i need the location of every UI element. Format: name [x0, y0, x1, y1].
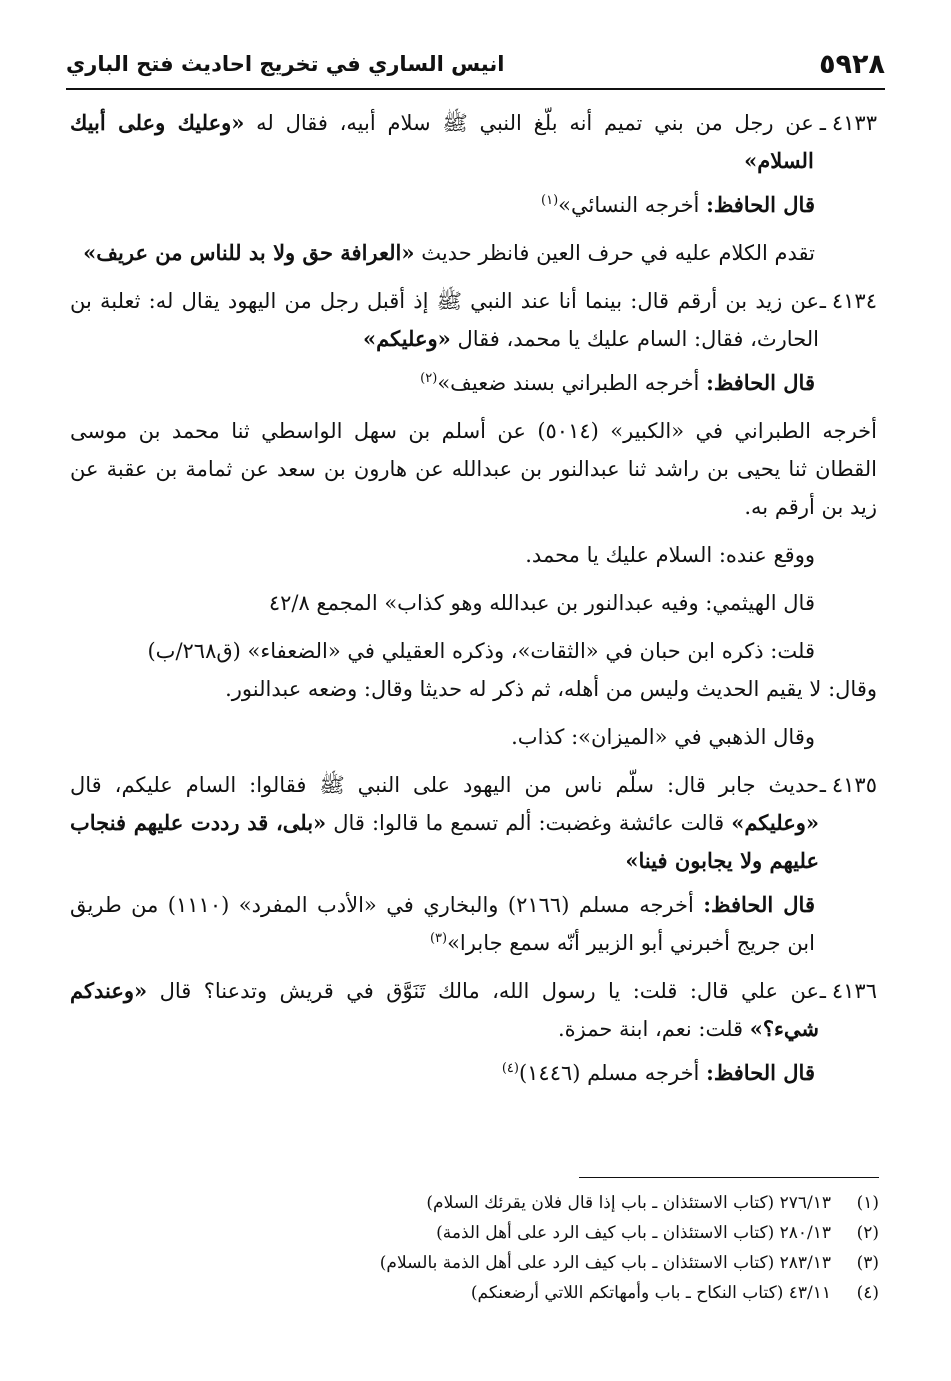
commentary: وقال الذهبي في «الميزان»: كذاب. — [511, 725, 815, 749]
footnote: (٤)٤٣/١١ (كتاب النكاح ـ باب وأمهاتكم اللاتي أرضعنكم) — [470, 1283, 879, 1303]
footnote-ref: (٣) — [429, 931, 448, 946]
footnotes — [300, 1188, 879, 1308]
hadith-entry-4133 — [70, 104, 877, 180]
hadith-number: ٤١٣٦ـ — [819, 979, 877, 1003]
footnote: (٢)٢٨٠/١٣ (كتاب الاستئذان ـ باب كيف الرد على أهل الذمة) — [436, 1223, 879, 1243]
hadith-number: ٤١٣٣ـ — [819, 111, 877, 135]
hadith-quote: «بلى، قد رددت عليهم فنجاب عليهم ولا يجابون فينا» — [70, 810, 819, 873]
hadith-number: ٤١٣٥ـ — [819, 773, 877, 797]
commentary: ووقع عنده: السلام عليك يا محمد. — [525, 543, 815, 567]
header-rule — [66, 88, 885, 90]
page-number: ٥٩٢٨ — [819, 48, 885, 80]
hadith-text: حديث جابر قال: سلّم ناس من اليهود على النبي ﷺ فقالوا: السام عليكم، قال «وعليكم» قالت عائشة وغضبت: ألم تسمع ما قالوا: قال «بلى، قد رددت عليهم فنجاب عليهم ولا يجابون فينا» — [70, 773, 819, 873]
hadith-number: ٤١٣٤ـ — [819, 289, 877, 313]
hafiz-line: قال الحافظ: أخرجه النسائي»$^{(١)}$ — [541, 192, 815, 217]
hadith-quote: «وعندكم شيء؟» — [70, 978, 819, 1041]
commentary: قال الهيثمي: وفيه عبدالنور بن عبدالله وهو كذاب» المجمع ٤٢/٨ — [268, 591, 815, 615]
hafiz-line: قال الحافظ: أخرجه مسلم (٢١٦٦) والبخاري في «الأدب المفرد» (١١١٠) من طريق ابن جريج أخبرني أبو الزبير أنّه سمع جابرا»$^{(٣)}$ — [70, 892, 815, 955]
footnote: (٣)٢٨٣/١٣ (كتاب الاستئذان ـ باب كيف الرد على أهل الذمة بالسلام) — [379, 1253, 879, 1273]
footnote-ref: (٢) — [420, 371, 438, 386]
page-header — [66, 46, 885, 82]
hadith-text: عن رجل من بني تميم أنه بلّغ النبي ﷺ سلام أبيه، فقال له «وعليك وعلى أبيك السلام» — [70, 110, 814, 173]
hadith-entry-4136 — [70, 972, 877, 1048]
hafiz-line: قال الحافظ: أخرجه مسلم (١٤٤٦)$^{(٤)}$ — [501, 1060, 815, 1085]
hadith-text: عن زيد بن أرقم قال: بينما أنا عند النبي ﷺ إذ أقبل رجل من اليهود يقال له: ثعلبة بن الحارث، فقال: السام عليك يا محمد، فقال «وعليكم» — [70, 289, 819, 351]
footnote-rule — [579, 1177, 879, 1178]
commentary: أخرجه الطبراني في «الكبير» (٥٠١٤) عن أسلم بن سهل الواسطي ثنا محمد بن موسى القطان ثنا يحيى بن راشد ثنا عبدالنور بن عبدالله عن هارون بن سعد عن ثمامة بن عقبة عن زيد بن أرقم به. — [70, 419, 877, 519]
hadith-entry-4135 — [70, 766, 877, 880]
hadith-quote: «وعليكم» — [363, 326, 451, 351]
hadith-quote: «وعليك وعلى أبيك السلام» — [70, 110, 814, 173]
commentary: وقال: لا يقيم الحديث وليس من أهله، ثم ذكر له حديثا وقال: وضعه عبدالنور. — [225, 677, 877, 701]
commentary: تقدم الكلام عليه في حرف العين فانظر حديث «العرافة حق ولا بد للناس من عريف» — [83, 240, 815, 265]
hafiz-line: قال الحافظ: أخرجه الطبراني بسند ضعيف»$^{(٢)}$ — [420, 370, 815, 395]
footnote-ref: (١) — [541, 193, 559, 208]
main-text — [70, 104, 877, 1102]
footnote: (١)٢٧٦/١٣ (كتاب الاستئذان ـ باب إذا قال فلان يقرئك السلام) — [426, 1193, 879, 1213]
commentary: قلت: ذكره ابن حبان في «الثقات»، وذكره العقيلي في «الضعفاء» (ق٢٦٨/ب) — [147, 639, 815, 663]
footnote-ref: (٤) — [501, 1061, 519, 1076]
hadith-text: عن علي قال: قلت: يا رسول الله، مالك تَنَوَّق في قريش وتدعنا؟ قال «وعندكم شيء؟» قلت: نعم، ابنة حمزة. — [70, 978, 819, 1041]
running-title: انيس الساري في تخريج احاديث فتح الباري — [66, 52, 505, 76]
hadith-entry-4134 — [70, 282, 877, 358]
